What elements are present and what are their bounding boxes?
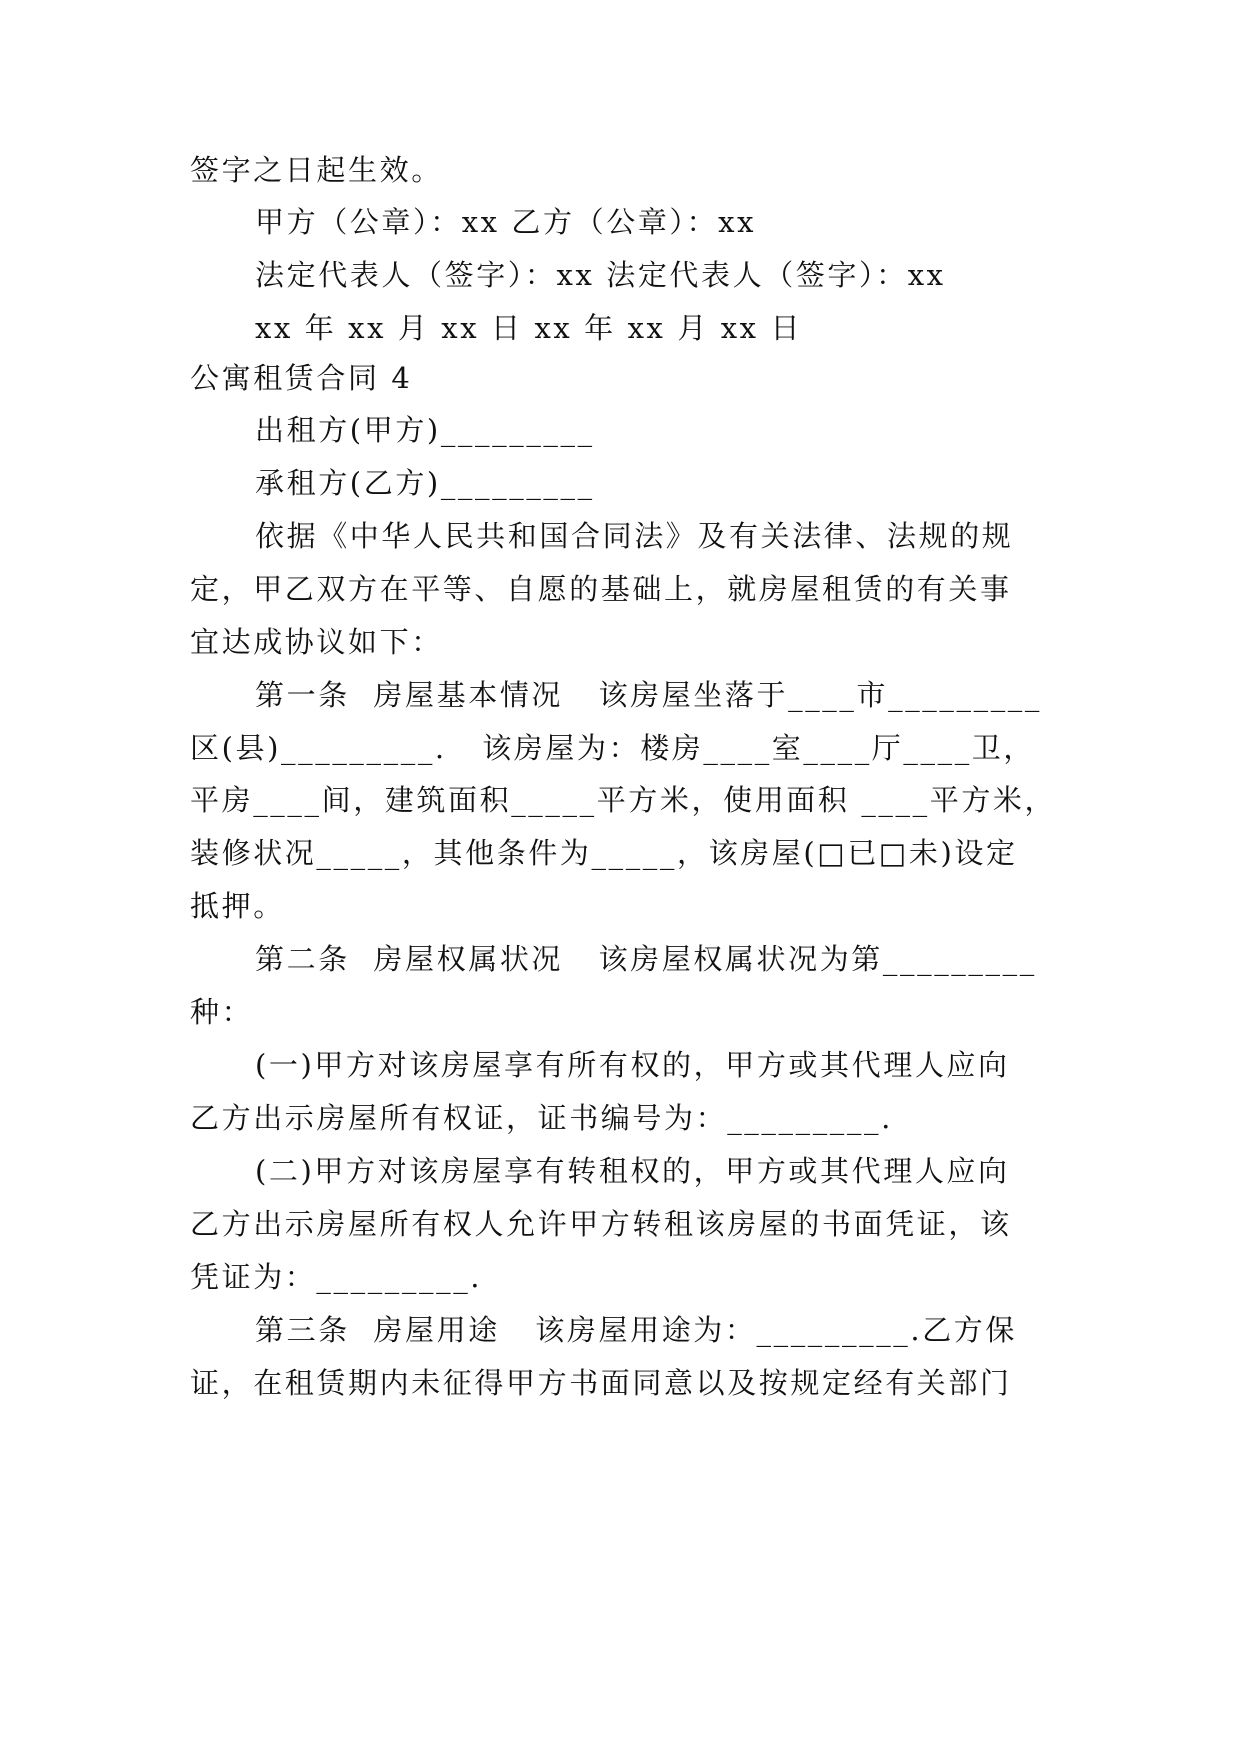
text-line: 承租方(乙方)_________	[255, 466, 595, 500]
text-line: 出租方(甲方)_________	[255, 413, 595, 447]
text-line: 第一条 房屋基本情况 该房屋坐落于____市_________	[255, 678, 1042, 712]
section-title: 公寓租赁合同 4	[190, 361, 413, 395]
text-line: 装修状况_____，其他条件为_____，该房屋(□已□未)设定	[190, 836, 1018, 870]
text-line: 抵押。	[190, 889, 285, 923]
text-line: 种：	[190, 995, 254, 1029]
text-line: 乙方出示房屋所有权人允许甲方转租该房屋的书面凭证，该	[190, 1207, 1012, 1241]
text-line: 凭证为：_________.	[190, 1260, 483, 1294]
text-line: (二)甲方对该房屋享有转租权的，甲方或其代理人应向	[255, 1154, 1010, 1188]
text-line: 平房____间，建筑面积_____平方米，使用面积 ____平方米，	[190, 783, 1057, 817]
text-line: 乙方出示房屋所有权证，证书编号为：_________.	[190, 1101, 893, 1135]
text-line: 甲方（公章）：xx 乙方（公章）：xx	[255, 205, 757, 239]
text-line: 第三条 房屋用途 该房屋用途为：_________.乙方保	[255, 1313, 1018, 1347]
text-line: 证，在租赁期内未征得甲方书面同意以及按规定经有关部门	[190, 1366, 1012, 1400]
text-line: xx 年 xx 月 xx 日 xx 年 xx 月 xx 日	[255, 311, 803, 345]
text-line: 定，甲乙双方在平等、自愿的基础上，就房屋租赁的有关事	[190, 572, 1012, 606]
text-line: 法定代表人（签字）：xx 法定代表人（签字）：xx	[255, 258, 946, 292]
text-line: 签字之日起生效。	[190, 153, 443, 187]
text-line: 第二条 房屋权属状况 该房屋权属状况为第_________	[255, 942, 1037, 976]
text-line: 宜达成协议如下：	[190, 625, 443, 659]
text-line: 区(县)_________. 该房屋为：楼房____室____厅____卫，	[190, 731, 1036, 765]
text-line: 依据《中华人民共和国合同法》及有关法律、法规的规	[255, 519, 1014, 553]
text-line: (一)甲方对该房屋享有所有权的，甲方或其代理人应向	[255, 1048, 1010, 1082]
